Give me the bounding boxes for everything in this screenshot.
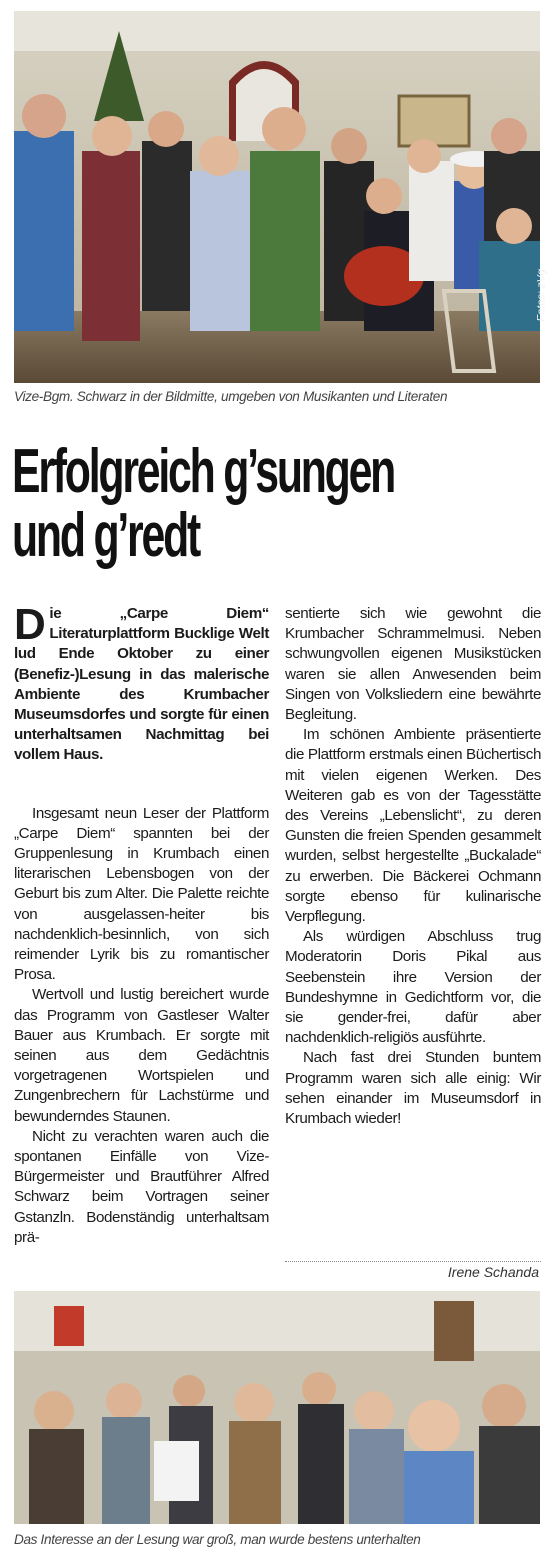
headline-line-1: Erfolgreich g’sungen [12, 437, 395, 506]
group-photo [14, 11, 548, 383]
audience-photo [14, 1291, 540, 1524]
photo-credit: Fotos: zVg [536, 269, 548, 322]
lead-paragraph [14, 600, 269, 766]
author-byline: Irene Schanda [447, 1264, 539, 1280]
body-paragraph: Nicht zu verachten waren auch die spontanen Einfälle von Vize-Bürgermeister und Brautführer Alfred Schwarz beim Vortragen seiner Gstanzln. Bodenständig unterhaltsam prä- [14, 1127, 269, 1246]
body-paragraph: Wertvoll und lustig bereichert wurde das Programm von Gastleser Walter Bauer aus Krumbach. Er sorgte mit seinen aus dem Gedächtnis vorgetragenen Wortspielen und Zungenbrechern für Lachstürme und bewunderndes Staunen. [14, 986, 269, 1125]
body-paragraph: Im schönen Ambiente präsentierte die Plattform erstmals einen Büchertisch mit vielen eigenen Werken. Des Weiteren gab es von der Tagesstätte des Vereins „Lebenslicht“, zu deren Gunsten die freien Spenden gesammelt wurden, selbst hergestellte „Buckalade“ zu erwerben. Die Bäckerei Ochmann sorgte ebenso für kulinarische Verpflegung. [285, 726, 541, 926]
audience-photo-image [14, 1291, 540, 1524]
article-column-right [285, 604, 541, 1129]
photo-caption-bottom: Das Interesse an der Lesung war groß, man wurde bestens unterhalten [14, 1532, 421, 1547]
article-headline [12, 437, 395, 570]
headline-line-2: und g’redt [12, 501, 200, 570]
body-paragraph: Insgesamt neun Leser der Plattform „Carpe Diem“ spannten bei der Gruppenlesung in Krumbach einen literarischen Lebensbogen von der Geburt bis zum Alter. Die Palette reichte von ausgelassen-heiter bis nachdenklich-besinnlich, von sich reimender Lyrik bis zu romantischer Prosa. [14, 804, 269, 984]
article-column-left [14, 600, 269, 1248]
body-paragraph: sentierte sich wie gewohnt die Krumbacher Schrammelmusi. Neben schwungvollen eigenen Musikstücken waren sie allen Anwesenden beim Singen von Volksliedern eine bewährte Begleitung. [285, 605, 541, 724]
lead-text: ie „Carpe Diem“ Literaturplattform Bucklige Welt lud Ende Oktober zu einer (Benefiz-)Lesung in das malerische Ambiente des Krumbacher Museumsdorfes und sorgte für einen unterhaltsamen Nachmittag bei vollem Haus. [14, 605, 269, 764]
body-paragraph: Als würdigen Abschluss trug Moderatorin Doris Pikal aus Seebenstein ihre Version der Bundeshymne in Gedichtform vor, die sie gender-frei, dafür aber nachdenklich-religiös ausführte. [285, 928, 541, 1047]
author-divider [285, 1261, 541, 1262]
body-paragraph: Nach fast drei Stunden buntem Programm waren sich alle einig: Wir sehen einander im Museumsdorf in Krumbach wieder! [285, 1049, 541, 1128]
photo-caption-top: Vize-Bgm. Schwarz in der Bildmitte, umgeben von Musikanten und Literaten [14, 389, 448, 404]
drop-cap: D [14, 600, 46, 649]
group-photo-image [14, 11, 540, 383]
